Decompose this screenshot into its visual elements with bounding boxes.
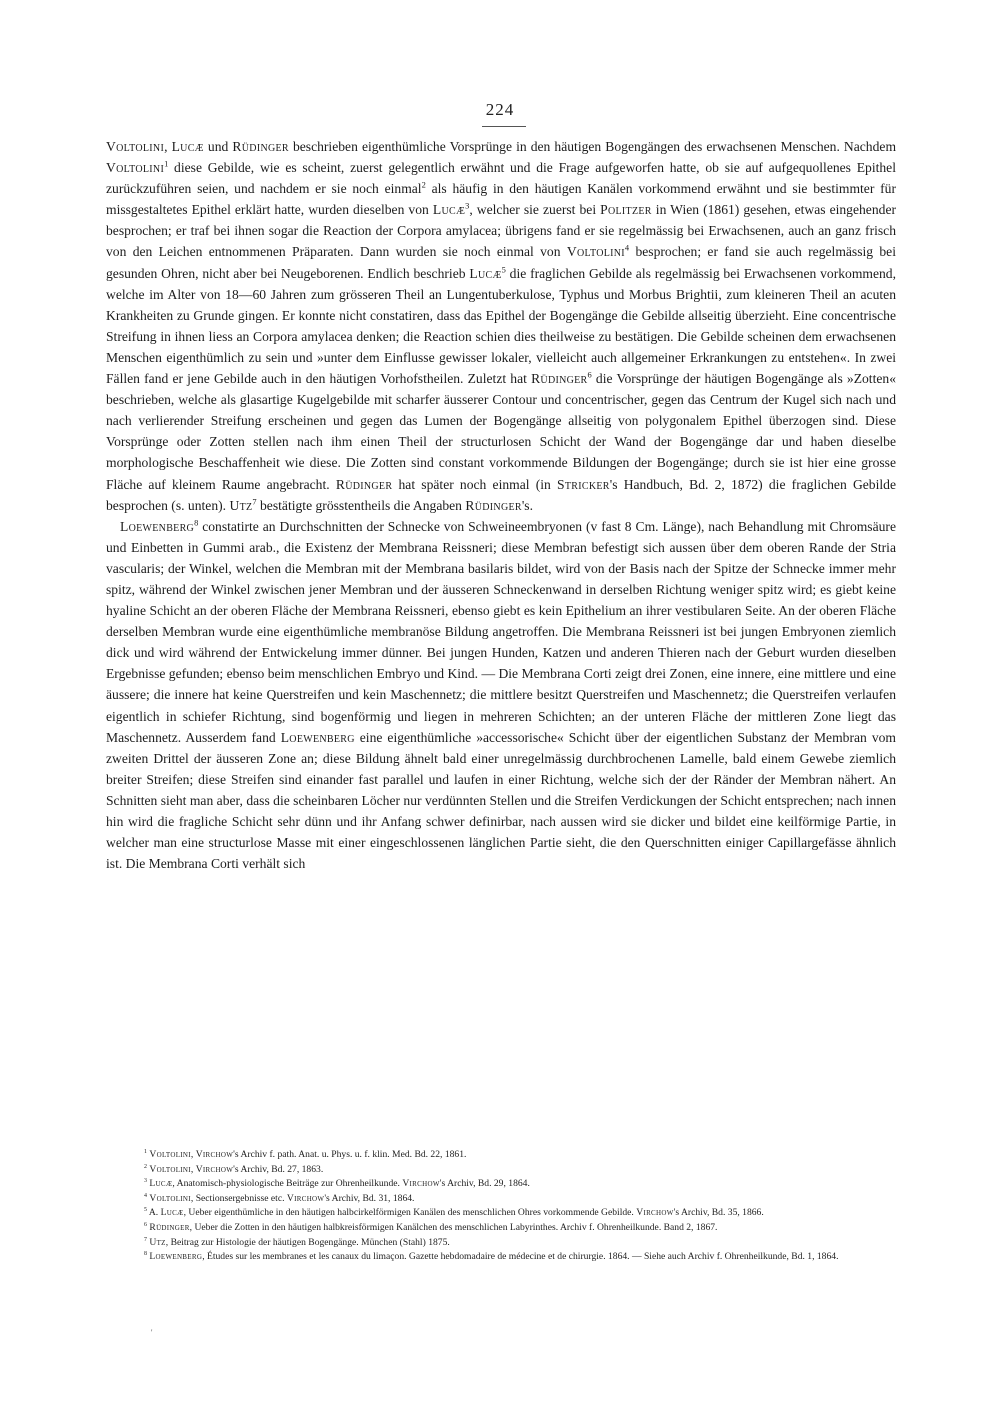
page-number-rule xyxy=(482,126,526,127)
footnote xyxy=(106,1250,896,1265)
text-run: die fraglichen Gebilde als regelmässig bei Erwachsenen vorkommend, welche im Alter von 18—60 Jahren zum grösseren Theil an Lungentuberkulose, Typhus und Morbus Brightii, zum kleineren Theil an acuten Krankheiten zu Grunde gingen. Er konnte nicht constatiren, dass das Epithel der Bogengänge die Gebilde allseitig überzieht. Eine concentrische Streifung in ihnen liess an Corpora amylacea denken; die Reaction schien dies theilweise zu bestätigen. Die Gebilde scheinen dem erwachsenen Menschen eigenthümlich zu sein und »unter dem Einflusse gewisser lokaler, vielleicht auch allgemeiner Erkrankungen zu entstehen«. In zwei Fällen fand er jene Gebilde auch in den häutigen Vorhofstheilen. Zuletzt hat xyxy=(106,265,896,387)
author-name: Virchow xyxy=(195,1163,234,1175)
footnote-marker: 1 xyxy=(144,1148,147,1155)
author-name: Virchow xyxy=(402,1178,440,1190)
author-name: Rüdinger xyxy=(149,1221,190,1233)
text-run: hat später noch einmal (in xyxy=(392,476,558,492)
author-name: Voltolini xyxy=(149,1163,191,1175)
body-text xyxy=(106,136,896,874)
footnote xyxy=(106,1206,896,1221)
author-name: Lucæ xyxy=(149,1178,173,1190)
text-run: , xyxy=(164,139,172,154)
paragraph xyxy=(106,516,896,875)
footnote-marker: 5 xyxy=(144,1207,147,1214)
footnote xyxy=(106,1163,896,1178)
text-run: , Anatomisch-physiologische Beiträge zur Ohrenheilkunde. xyxy=(172,1178,403,1190)
author-name: Lucæ xyxy=(171,139,204,154)
text-run: A. xyxy=(146,1207,161,1219)
text-run: 's. xyxy=(521,497,533,513)
footnote-marker: 3 xyxy=(144,1178,147,1184)
author-name: Rüdinger xyxy=(232,139,289,154)
author-name: Stricker xyxy=(557,476,610,492)
text-run: , Ueber eigenthümliche in den häutigen halbcirkelförmigen Kanälen des menschlichen Ohres vorkommende Gebilde. xyxy=(183,1207,637,1219)
text-run: bestätigte grösstentheils die Angaben xyxy=(256,497,466,513)
text-run: 's Archiv, Bd. 27, 1863. xyxy=(233,1163,324,1175)
author-name: Rüdinger xyxy=(465,497,522,513)
author-name: Voltolini xyxy=(106,160,165,176)
footnote xyxy=(106,1221,896,1236)
text-run: besprochen; er fand sie auch regelmässig bei gesunden Ohren, nicht aber bei Neugeborenen. Endlich beschrieb xyxy=(106,244,896,281)
footnote-marker: 2 xyxy=(421,179,426,190)
author-name: Rüdinger xyxy=(335,476,393,492)
footnote-marker: 8 xyxy=(144,1250,147,1257)
author-name: Virchow xyxy=(636,1207,674,1219)
footnote-marker: 1 xyxy=(164,158,169,169)
text-run: und xyxy=(203,139,233,154)
footnote-marker: 4 xyxy=(144,1192,147,1199)
footnote-marker: 4 xyxy=(624,242,630,253)
text-run: 's Archiv, Bd. 29, 1864. xyxy=(439,1178,530,1190)
author-name: Lucæ xyxy=(432,202,466,218)
text-run: , Sectionsergebnisse etc. xyxy=(190,1192,287,1204)
author-name: Loewenberg xyxy=(149,1251,203,1263)
footnotes xyxy=(106,1148,896,1265)
text-run: die Vorsprünge der häutigen Bogengänge als »Zotten« beschrieben, welche als glasartige Kugelgebilde mit scharfer äusserer Contour und concentrischer, gegen das Centrum der Kugel sich nach und nach verlierender Streifung erscheinen und gegen das Lumen der Bogengänge allseitig von polygonalem Epithel überzogen sind. Diese Vorsprünge oder Zotten stellen nach ihm einen Theil der structurlosen Schicht der Wand der Bogengänge dar und haben dieselbe morphologische Beschaffenheit wie diese. Die Zotten sind constant vorkommende Bildungen der Bogengänge; durch sie ist hier eine grosse Fläche auf kleinem Raume angebracht. xyxy=(106,371,896,492)
text-run: constatirte an Durchschnitten der Schnecke von Schweineembryonen (v fast 8 Cm. Länge), nach Behandlung mit Chromsäure und Einbetten in Gummi arab., die Existenz der Membrana Reissneri; diese Membran befestigt sich aussen über dem oberen Rande der Stria vascularis; der Winkel, welchen die Membran mit der Membrana basilaris bildet, wird von der Basis nach der Spitze der Schnecke immer mehr spitz, während der Winkel zwischen jener Membran und der äusseren Schneckenwand in derselben Richtung weniger spitz wird; es giebt keine hyaline Schicht an der oberen Fläche der Membrana Reissneri, ebenso giebt es kein Epithelium an ihrer vestibularen Seite. An der oberen Fläche derselben Membran wurde eine eigenthümliche membranöse Bildung angetroffen. Die Membrana Reissneri ist bei jungen Embryonen ziemlich dick und wird während der Entwickelung immer dünner. Bei jungen Hunden, Katzen und anderen Thieren nach der Geburt wurden dieselben Ergebnisse gefunden; ebenso beim menschlichen Embryo und Kind. — Die Membrana Corti zeigt drei Zonen, eine innere, eine mittlere und eine äussere; die innere hat keine Querstreifen und kein Maschennetz; die mittlere besitzt Querstreifen und Maschennetz; die Querstreifen verlaufen eigentlich in schiefer Richtung, sind bogenförmig und liegen in mehreren Schichten; an der unteren Fläche der mittleren Zone liegt das Maschennetz. Ausserdem fand xyxy=(106,518,896,745)
footnote xyxy=(106,1192,896,1207)
footnote-marker: 7 xyxy=(252,496,257,507)
text-run: in Wien (1861) gesehen, etwas eingehender besprochen; er traf bei ihnen sogar die Reaction der Corpora amylacea; übrigens fand er sie regelmässig bei Erwachsenen, auch an ganz frisch von den Leichen entnommenen Präparaten. Dann wurden sie noch einmal von xyxy=(106,202,896,260)
footnote-marker: 7 xyxy=(144,1236,147,1243)
text-run: 's Archiv, Bd. 35, 1866. xyxy=(673,1207,764,1219)
author-name: Rüdinger xyxy=(531,371,588,387)
footnote-marker: 2 xyxy=(144,1163,147,1170)
author-name: Voltolini xyxy=(106,139,165,154)
text-run: 's Handbuch, Bd. 2, 1872) die fraglichen Gebilde besprochen (s. unten). xyxy=(106,476,896,513)
footnote xyxy=(106,1148,896,1163)
text-run: , Ueber die Zotten in den häutigen halbkreisförmigen Kanälchen des menschlichen Labyrinthes. Archiv f. Ohrenheilkunde. Band 2, 1867. xyxy=(189,1221,718,1233)
author-name: Loewenberg xyxy=(120,518,195,534)
footnote-marker: 5 xyxy=(501,264,506,275)
footnote xyxy=(106,1236,896,1251)
text-run: , Études sur les membranes et les canaux du limaçon. Gazette hebdomadaire de médecine et de chirurgie. 1864. — Siehe auch Archiv f. Ohrenheilkunde, Bd. 1, 1864. xyxy=(202,1251,839,1263)
author-name: Politzer xyxy=(600,202,652,218)
text-run: 's Archiv, Bd. 31, 1864. xyxy=(324,1192,415,1204)
text-run: als häufig in den häutigen Kanälen vorkommend erwähnt und sie bestimmter für missgestaltetes Epithel erklärt hatte, wurden dieselben von xyxy=(106,181,896,218)
author-name: Utz xyxy=(149,1236,166,1248)
author-name: Lucæ xyxy=(469,265,502,281)
author-name: Lucæ xyxy=(160,1207,184,1219)
footnote xyxy=(106,1177,896,1192)
author-name: Utz xyxy=(229,497,253,513)
author-name: Voltolini xyxy=(149,1149,191,1160)
text-run: , Beitrag zur Histologie der häutigen Bogengänge. München (Stahl) 1875. xyxy=(165,1236,450,1248)
author-name: Virchow xyxy=(286,1192,325,1204)
text-run: , xyxy=(190,1149,196,1160)
author-name: Virchow xyxy=(195,1149,234,1160)
text-run: , welcher sie zuerst bei xyxy=(469,202,601,218)
paragraph xyxy=(106,136,896,516)
footnote-marker: 6 xyxy=(144,1221,147,1228)
author-name: Voltolini xyxy=(149,1192,191,1204)
text-run: diese Gebilde, wie es scheint, zuerst gelegentlich erwähnt und die Frage aufgeworfen hatte, ob sie auf aufgequollenes Epithel zurückzuführen seien, und nachdem er sie noch einmal xyxy=(106,160,896,197)
text-run: , xyxy=(190,1163,196,1175)
marginal-mark: ' xyxy=(151,1328,153,1337)
text-run: beschrieben eigenthümliche Vorsprünge in den häutigen Bogengängen des erwachsenen Menschen. Nachdem xyxy=(288,139,897,154)
footnote-marker: 3 xyxy=(465,200,470,211)
text-run: 's Archiv f. path. Anat. u. Phys. u. f. klin. Med. Bd. 22, 1861. xyxy=(233,1149,467,1160)
author-name: Voltolini xyxy=(566,244,625,260)
footnote-marker: 6 xyxy=(587,369,592,380)
text-run: eine eigenthümliche »accessorische« Schicht über der eigentlichen Substanz der Membran vom zweiten Drittel der äusseren Zone an; diese Bildung ähnelt bald einer unregelmässig durchbrochenen Lamelle, bald einem Gewebe ziemlich breiter Streifen; diese Streifen sind einander fast parallel und laufen in einer Richtung, welche sich der der Ränder der Membran nähert. An Schnitten sieht man aber, dass die scheinbaren Löcher nur verdünnten Stellen und die Streifen Verdickungen der Schicht entsprechen; nach innen hin wird die fragliche Schicht sehr dünn und ihr Anfang schwer definirbar, nach aussen wird sie dicker und bildet eine keilförmige Partie, in welcher man eine structurlose Masse mit einer eingeschlossenen länglichen Partie sieht, die den Querschnitten einiger Capillargefässe ähnlich ist. Die Membrana Corti verhält sich xyxy=(106,729,896,872)
author-name: Loewenberg xyxy=(280,729,355,745)
footnote-marker: 8 xyxy=(194,517,199,528)
page-number: 224 xyxy=(485,100,515,119)
